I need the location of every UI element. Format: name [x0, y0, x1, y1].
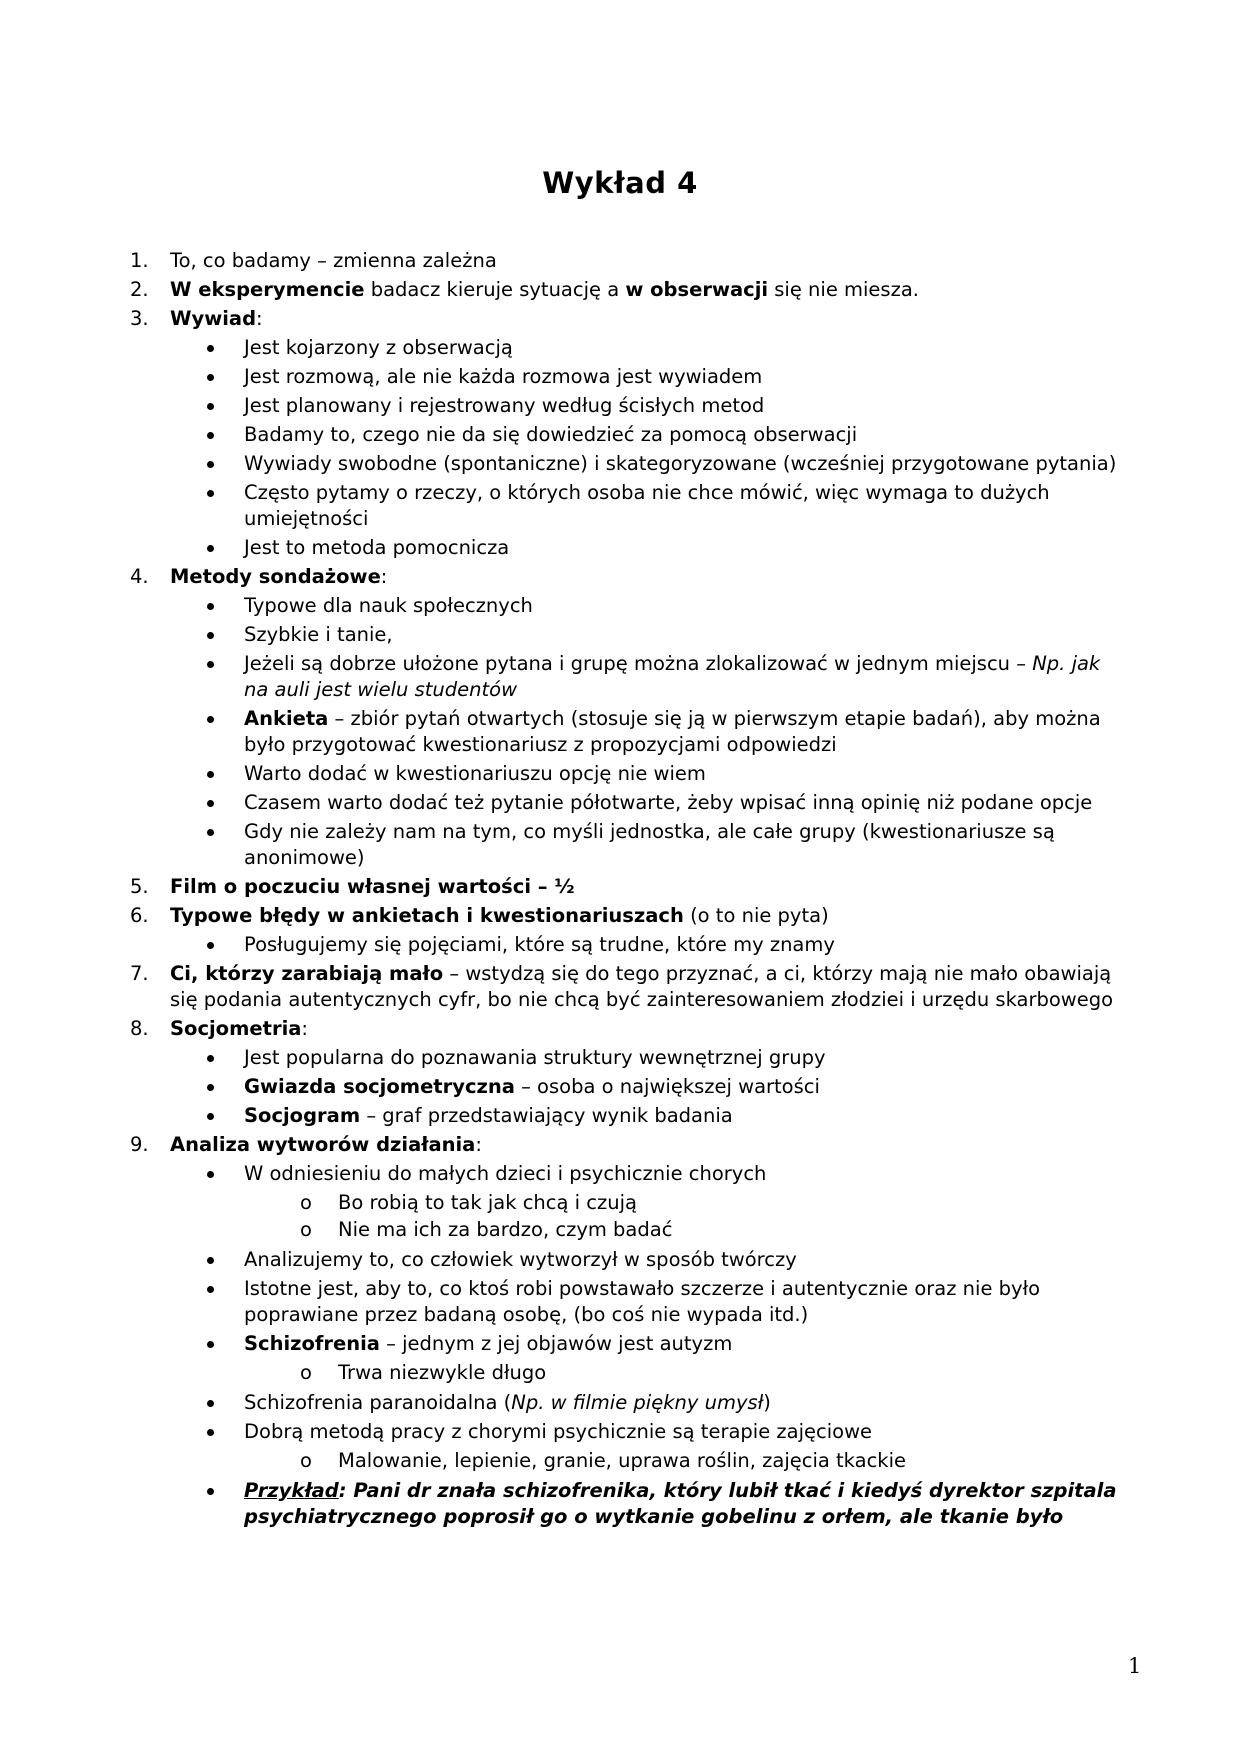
bullet-item — [0, 1478, 1240, 1530]
item-number: 6. — [130, 904, 149, 927]
bullet-icon — [207, 1286, 214, 1293]
bullet-icon — [207, 545, 214, 552]
bullet-item — [0, 761, 1240, 787]
italic-example: Np. w filmie piękny umysł — [511, 1391, 764, 1414]
sub-bullet-text: Bo robią to tak jak chcą i czują — [338, 1191, 637, 1214]
bullet-text: – osoba o największej wartości — [514, 1075, 820, 1098]
sub-bullet-text: Trwa niezwykle długo — [338, 1361, 547, 1384]
bullet-text: – graf przedstawiający wynik badania — [360, 1104, 733, 1127]
bullet-item — [0, 393, 1240, 419]
item-text: (o to nie pyta) — [683, 904, 829, 927]
bold-term: Typowe błędy w ankietach i kwestionariuszach — [170, 904, 684, 927]
bullet-item — [0, 335, 1240, 361]
bold-term: Metody sondażowe — [170, 565, 381, 588]
italic-example: : Pani dr znała schizofrenika, który lubił tkać i kiedyś dyrektor szpitala psychiatrycznego poprosił go o wytkanie gobelinu z orłem, ale tkanie było — [244, 1479, 1117, 1528]
bullet-text: Dobrą metodą pracy z chorymi psychicznie są terapie zajęciowe — [244, 1420, 873, 1443]
sub-bullet-item — [0, 1448, 1240, 1474]
item-number: 8. — [130, 1017, 149, 1040]
bullet-item — [0, 364, 1240, 390]
bullet-icon — [207, 661, 214, 668]
bullet-item — [0, 1276, 1240, 1328]
bullet-icon — [207, 942, 214, 949]
bullet-text: Jest rozmową, ale nie każda rozmowa jest wywiadem — [244, 365, 763, 388]
list-item-3 — [0, 306, 1240, 332]
circle-bullet-icon: o — [300, 1191, 312, 1214]
bullet-item — [0, 790, 1240, 816]
item-number: 7. — [130, 962, 149, 985]
bullet-icon — [207, 771, 214, 778]
bullet-text: Badamy to, czego nie da się dowiedzieć za pomocą obserwacji — [244, 423, 858, 446]
bullet-icon — [207, 632, 214, 639]
bullet-icon — [207, 345, 214, 352]
bullet-text: Wywiady swobodne (spontaniczne) i skategoryzowane (wcześniej przygotowane pytania) — [244, 452, 1117, 475]
circle-bullet-icon: o — [300, 1449, 312, 1472]
bullet-icon — [207, 1113, 214, 1120]
item-text: się nie miesza. — [768, 278, 919, 301]
bullet-text: Szybkie i tanie, — [244, 623, 393, 646]
bold-term: w obserwacji — [625, 278, 769, 301]
list-item-4 — [0, 564, 1240, 590]
bullet-text: Warto dodać w kwestionariuszu opcję nie wiem — [244, 762, 706, 785]
list-item-6 — [0, 903, 1240, 929]
bullet-icon — [207, 1488, 214, 1495]
example-label: Przykład — [244, 1479, 339, 1502]
bullet-text: Schizofrenia paranoidalna ( — [244, 1391, 512, 1414]
bullet-icon — [207, 403, 214, 410]
bullet-text: – zbiór pytań otwartych (stosuje się ją w pierwszym etapie badań), aby można było przygotować kwestionariusz z propozycjami odpowiedzi — [244, 707, 1101, 756]
list-item-5 — [0, 874, 1240, 900]
bullet-text: Gdy nie zależy nam na tym, co myśli jednostka, ale całe grupy (kwestionariusze są anonimowe) — [244, 820, 1055, 869]
bullet-icon — [207, 461, 214, 468]
bullet-icon — [207, 1084, 214, 1091]
list-item-2 — [0, 277, 1240, 303]
bullet-icon — [207, 1400, 214, 1407]
bold-term: Schizofrenia — [244, 1332, 380, 1355]
bold-term: Ci, którzy zarabiają mało — [170, 962, 444, 985]
bold-term: Wywiad — [170, 307, 257, 330]
sub-bullet-text: Malowanie, lepienie, granie, uprawa roślin, zajęcia tkackie — [338, 1449, 907, 1472]
bullet-item — [0, 1419, 1240, 1445]
bullet-item — [0, 1161, 1240, 1187]
bullet-icon — [207, 603, 214, 610]
item-text: – wstydzą się do tego przyznać, a ci, którzy mają nie mało obawiają się podania autentycznych cyfr, bo nie chcą być zainteresowaniem złodziei i urzędu skarbowego — [170, 962, 1114, 1011]
bullet-item — [0, 651, 1240, 703]
item-text: : — [380, 565, 388, 588]
bold-term: Gwiazda socjometryczna — [244, 1075, 515, 1098]
bullet-text: Często pytamy o rzeczy, o których osoba nie chce mówić, więc wymaga to dużych umiejętności — [244, 481, 1050, 530]
bullet-item — [0, 593, 1240, 619]
bullet-icon — [207, 374, 214, 381]
bullet-text: Jest planowany i rejestrowany według ścisłych metod — [244, 394, 765, 417]
bullet-text: – jednym z jej objawów jest autyzm — [379, 1332, 733, 1355]
bullet-text: Typowe dla nauk społecznych — [244, 594, 533, 617]
sub-bullet-text: Nie ma ich za bardzo, czym badać — [338, 1218, 673, 1241]
sub-bullet-item — [0, 1360, 1240, 1386]
item-number: 2. — [130, 278, 149, 301]
item-number: 1. — [130, 249, 149, 272]
page-title: Wykład 4 — [542, 166, 698, 200]
bullet-text: Jest kojarzony z obserwacją — [244, 336, 513, 359]
bold-term: Socjometria — [170, 1017, 302, 1040]
bullet-text: Posługujemy się pojęciami, które są trudne, które my znamy — [244, 933, 835, 956]
item-number: 3. — [130, 307, 149, 330]
bullet-icon — [207, 1171, 214, 1178]
bullet-item — [0, 1390, 1240, 1416]
list-item-1 — [0, 248, 1240, 274]
bold-term: Film o poczuciu własnej wartości – ½ — [170, 875, 575, 898]
bullet-text: W odniesieniu do małych dzieci i psychicznie chorych — [244, 1162, 767, 1185]
item-number: 4. — [130, 565, 149, 588]
item-text: : — [475, 1133, 482, 1156]
bullet-icon — [207, 716, 214, 723]
bullet-icon — [207, 1341, 214, 1348]
bullet-item — [0, 451, 1240, 477]
bullet-item — [0, 1074, 1240, 1100]
bullet-item — [0, 1247, 1240, 1273]
bold-term: Analiza wytworów działania — [170, 1133, 476, 1156]
item-number: 9. — [130, 1133, 149, 1156]
bullet-icon — [207, 490, 214, 497]
item-number: 5. — [130, 875, 149, 898]
bullet-item — [0, 1045, 1240, 1071]
circle-bullet-icon: o — [300, 1218, 312, 1241]
bullet-icon — [207, 1429, 214, 1436]
list-item-8 — [0, 1016, 1240, 1042]
circle-bullet-icon: o — [300, 1361, 312, 1384]
bullet-icon — [207, 829, 214, 836]
bullet-item — [0, 535, 1240, 561]
italic-example: Np. jak na auli jest wielu studentów — [244, 652, 1101, 701]
list-item-9 — [0, 1132, 1240, 1158]
bullet-icon — [207, 1055, 214, 1062]
sub-bullet-item — [0, 1190, 1240, 1216]
bullet-item — [0, 622, 1240, 648]
bullet-text: Istotne jest, aby to, co ktoś robi powstawało szczerze i autentycznie oraz nie było poprawiane przez badaną osobę, (bo coś nie wypada itd.) — [244, 1277, 1041, 1326]
bullet-item — [0, 819, 1240, 871]
bullet-item — [0, 422, 1240, 448]
bold-term: Socjogram — [244, 1104, 361, 1127]
item-text: badacz kieruje sytuację a — [364, 278, 626, 301]
bullet-item — [0, 706, 1240, 758]
bullet-text: Jest to metoda pomocnicza — [244, 536, 510, 559]
bullet-item — [0, 480, 1240, 532]
bullet-item — [0, 932, 1240, 958]
bullet-icon — [207, 800, 214, 807]
item-text: : — [256, 307, 263, 330]
bold-term: W eksperymencie — [170, 278, 365, 301]
bullet-item — [0, 1103, 1240, 1129]
bullet-text: Analizujemy to, co człowiek wytworzył w sposób twórczy — [244, 1248, 797, 1271]
item-text: : — [301, 1017, 308, 1040]
bullet-text: ) — [763, 1391, 771, 1414]
bullet-icon — [207, 432, 214, 439]
sub-bullet-item — [0, 1217, 1240, 1243]
bullet-text: Jest popularna do poznawania struktury wewnętrznej grupy — [244, 1046, 826, 1069]
bullet-icon — [207, 1257, 214, 1264]
bullet-item — [0, 1331, 1240, 1357]
bold-term: Ankieta — [244, 707, 329, 730]
page-number: 1 — [1128, 1654, 1142, 1678]
lecture-notes — [0, 248, 1240, 1533]
bullet-text: Jeżeli są dobrze ułożone pytana i grupę można zlokalizować w jednym miejscu – — [244, 652, 1033, 675]
list-item-7 — [0, 961, 1240, 1013]
bullet-text: Czasem warto dodać też pytanie półotwarte, żeby wpisać inną opinię niż podane opcje — [244, 791, 1093, 814]
item-text: To, co badamy – zmienna zależna — [170, 249, 497, 272]
